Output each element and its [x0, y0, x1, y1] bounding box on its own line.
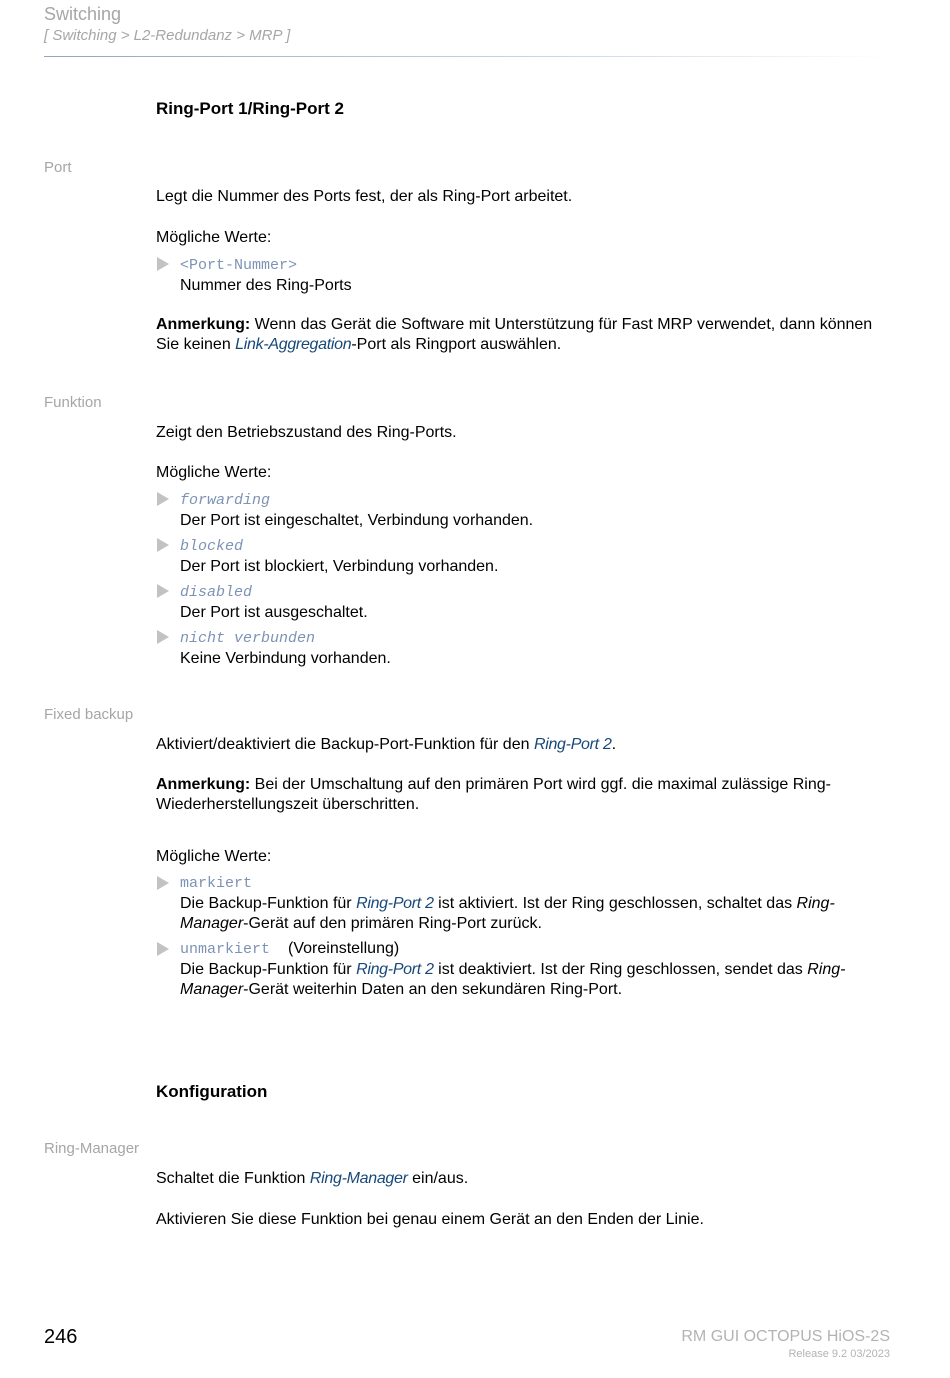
desc-text-end: -Gerät auf den primären Ring-Port zurück.: [243, 915, 542, 932]
description-text: Schaltet die Funktion: [156, 1170, 310, 1187]
value-code: disabled: [180, 584, 253, 601]
header-divider: [44, 56, 890, 57]
ring-port-2-link[interactable]: Ring-Port 2: [356, 895, 434, 912]
list-item: [180, 255, 890, 296]
desc-text: ist aktiviert. Ist der Ring geschlossen, schaltet das: [433, 895, 797, 912]
funktion-possible-values-label: Mögliche Werte:: [156, 464, 272, 481]
section-heading-ring-port: Ring-Port 1/Ring-Port 2: [156, 99, 344, 118]
bullet-arrow-icon: [157, 538, 169, 552]
bullet-arrow-icon: [157, 942, 169, 956]
note-text: Wenn das Gerät die Software mit Unterstützung für Fast MRP verwendet, dann können Sie keinen: [156, 316, 873, 353]
desc-text: ist deaktiviert. Ist der Ring geschlossen, sendet das: [433, 961, 808, 978]
param-label-fixed-backup: Fixed backup: [44, 706, 134, 723]
value-code: <Port-Nummer>: [180, 257, 298, 274]
fixed-backup-possible-values-label: Mögliche Werte:: [156, 848, 272, 865]
bullet-arrow-icon: [157, 630, 169, 644]
default-suffix: (Voreinstellung): [288, 940, 400, 957]
param-label-ring-manager: Ring-Manager: [44, 1140, 140, 1157]
note-text: Bei der Umschaltung auf den primären Port wird ggf. die maximal zulässige Ring-Wiederherstellungszeit überschritten.: [156, 776, 831, 813]
port-possible-values-label: Mögliche Werte:: [156, 229, 272, 246]
bullet-arrow-icon: [157, 257, 169, 271]
note-label: Anmerkung:: [156, 316, 251, 333]
value-code: forwarding: [180, 492, 271, 509]
ring-manager-description-2: Aktivieren Sie diese Funktion bei genau einem Gerät an den Enden der Linie.: [156, 1211, 704, 1228]
note-text-end: -Port als Ringport auswählen.: [351, 336, 562, 353]
description-text-end: .: [611, 736, 617, 753]
param-label-funktion: Funktion: [44, 394, 102, 411]
value-code: unmarkiert: [180, 941, 271, 958]
value-description: Der Port ist blockiert, Verbindung vorhanden.: [180, 558, 499, 575]
footer-doc-title: RM GUI OCTOPUS HiOS-2S: [681, 1328, 890, 1345]
page-number: 246: [44, 1326, 78, 1348]
fixed-backup-description: [156, 735, 886, 755]
value-description: Keine Verbindung vorhanden.: [180, 650, 391, 667]
value-description: Der Port ist ausgeschaltet.: [180, 604, 368, 621]
description-text: Aktiviert/deaktiviert die Backup-Port-Funktion für den: [156, 736, 534, 753]
ring-manager-description: [156, 1169, 886, 1189]
value-description: [180, 960, 890, 1000]
bullet-arrow-icon: [157, 584, 169, 598]
bullet-arrow-icon: [157, 492, 169, 506]
funktion-description: Zeigt den Betriebszustand des Ring-Ports.: [156, 424, 457, 441]
desc-text: Die Backup-Funktion für: [180, 961, 357, 978]
footer-release: Release 9.2 03/2023: [788, 1348, 890, 1360]
port-description: Legt die Nummer des Ports fest, der als Ring-Port arbeitet.: [156, 188, 573, 205]
fixed-backup-note: [156, 775, 886, 815]
ring-port-2-link[interactable]: Ring-Port 2: [356, 961, 434, 978]
list-item: [180, 628, 890, 669]
ring-manager-link[interactable]: Ring-Manager: [309, 1170, 408, 1187]
value-description: [180, 894, 890, 934]
section-heading-konfiguration: Konfiguration: [156, 1082, 268, 1101]
desc-text-end: -Gerät weiterhin Daten an den sekundären Ring-Port.: [243, 981, 623, 998]
link-aggregation-link[interactable]: Link-Aggregation: [235, 336, 352, 353]
list-item: [180, 490, 890, 531]
value-description: Der Port ist eingeschaltet, Verbindung vorhanden.: [180, 512, 534, 529]
param-label-port: Port: [44, 159, 72, 176]
desc-text: Die Backup-Funktion für: [180, 895, 357, 912]
list-item: [180, 873, 890, 934]
list-item: [180, 582, 890, 623]
desc-italic: Ring-Manager: [180, 961, 846, 998]
list-item: [180, 939, 890, 1000]
value-code: nicht verbunden: [180, 630, 316, 647]
value-code: markiert: [180, 875, 253, 892]
value-description: Nummer des Ring-Ports: [180, 277, 352, 294]
port-note: [156, 315, 886, 355]
breadcrumb: [ Switching > L2-Redundanz > MRP ]: [44, 27, 291, 44]
desc-italic: Ring-Manager: [180, 895, 835, 932]
header-title: Switching: [44, 4, 122, 24]
note-label: Anmerkung:: [156, 776, 251, 793]
bullet-arrow-icon: [157, 876, 169, 890]
value-code: blocked: [180, 538, 244, 555]
list-item: [180, 536, 890, 577]
description-text-end: ein/aus.: [407, 1170, 469, 1187]
ring-port-2-link[interactable]: Ring-Port 2: [533, 736, 612, 753]
